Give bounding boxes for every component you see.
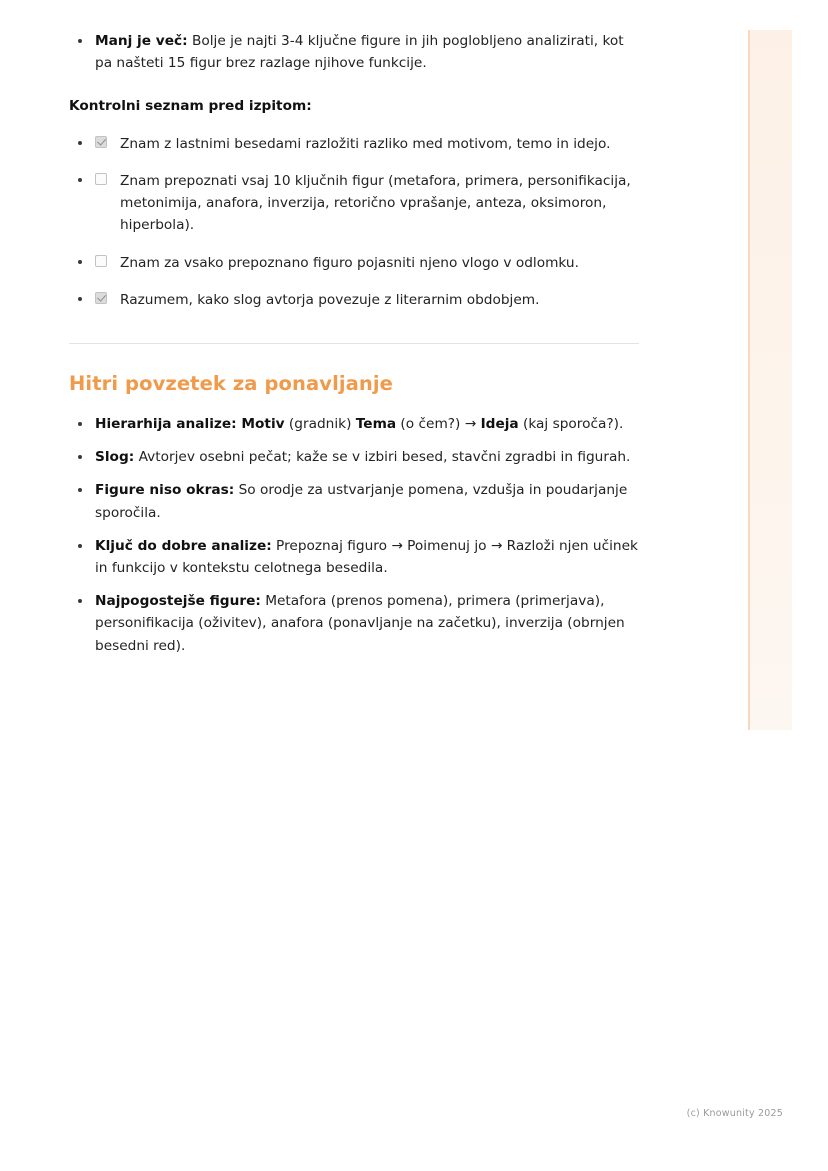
checkbox-checked-icon[interactable] [95,292,107,304]
summary-text-1: Avtorjev osebni pečat; kaže se v izbiri besed, stavčni zgradbi in figurah. [134,449,631,466]
exam-checklist [69,133,639,311]
list-item [69,535,639,579]
summary-text-0b: (o čem?) → [396,416,481,433]
summary-lead-0c: Ideja [480,416,519,433]
summary-text-0c: (kaj sporoča?). [518,416,624,433]
section-divider [69,343,639,344]
checklist-item-label: Znam za vsako prepoznano figuro pojasniti njeno vlogo v odlomku. [120,254,579,271]
summary-text-2: So orodje za ustvarjanje pomena, vzdušja in poudarjanje sporočila. [95,482,628,521]
list-item [69,30,639,74]
document-content [69,30,639,668]
summary-lead-1: Slog: [95,449,135,466]
decorative-accent-strip [750,30,792,730]
checkbox-unchecked-icon[interactable] [95,255,107,267]
checkbox-checked-icon[interactable] [95,136,107,148]
summary-lead-4: Najpogostejše figure: [95,593,261,610]
checklist-heading: Kontrolni seznam pred izpitom: [69,98,312,115]
list-item [69,590,639,657]
summary-text-3: Prepoznaj figuro → Poimenuj jo → Razloži njen učinek in funkcijo v kontekstu celotnega besedila. [95,537,638,576]
summary-lead-2: Figure niso okras: [95,482,235,499]
summary-text-4: Metafora (prenos pomena), primera (primerjava), personifikacija (oživitev), anafora (ponavljanje na začetku), inverzija (obrnjen besedni red). [95,593,625,654]
summary-lead-0b: Tema [355,416,397,433]
decorative-accent-line [748,30,750,730]
checklist-item-label: Znam z lastnimi besedami razložiti razliko med motivom, temo in idejo. [120,135,611,152]
top-bullet-list [69,30,639,74]
bullet-lead-label: Manj je več: [95,33,188,49]
list-item [69,252,639,274]
list-item [69,446,639,468]
list-item [69,289,639,311]
summary-lead-3: Ključ do dobre analize: [95,537,272,554]
summary-text-0a: (gradnik) [284,416,356,433]
list-item [69,413,639,435]
summary-lead-0: Hierarhija analize: Motiv [95,416,285,433]
checkbox-unchecked-icon[interactable] [95,173,107,185]
footer-copyright: (c) Knowunity 2025 [686,1108,783,1119]
list-item [69,479,639,523]
summary-bullet-list [69,413,639,657]
checklist-item-label: Znam prepoznati vsaj 10 ključnih figur (metafora, primera, personifikacija, metonimija, anafora, inverzija, retorično vprašanje, anteza, oksimoron, hiperbola). [120,173,631,234]
bullet-body-text: Bolje je najti 3-4 ključne figure in jih poglobljeno analizirati, kot pa našteti 15 figur brez razlage njihove funkcije. [95,33,624,72]
checklist-item-label: Razumem, kako slog avtorja povezuje z literarnim obdobjem. [120,291,540,308]
list-item [69,170,639,237]
summary-title: Hitri povzetek za ponavljanje [69,372,393,396]
list-item [69,133,639,155]
